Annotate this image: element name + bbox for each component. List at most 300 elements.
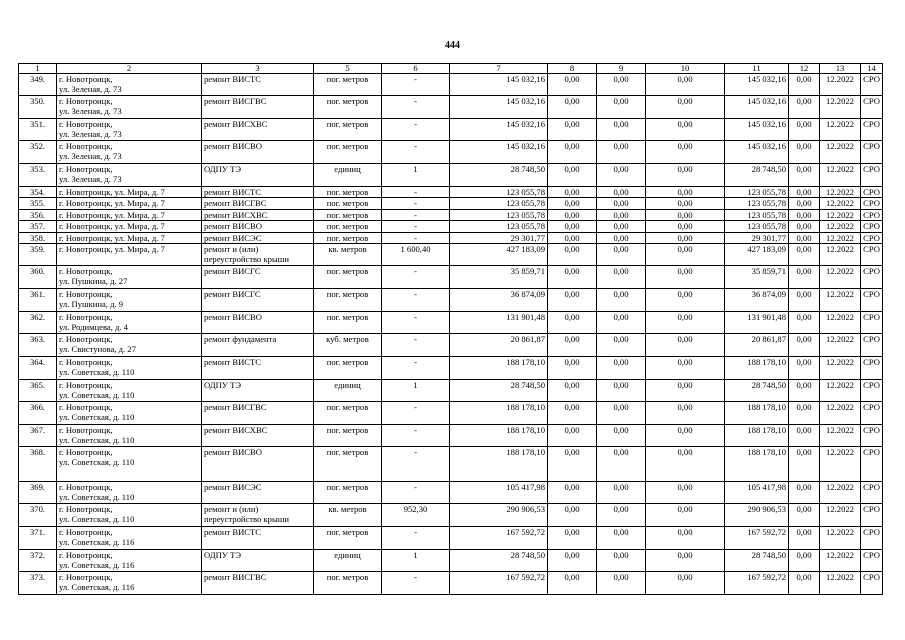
work-type-cell (202, 164, 314, 187)
cost-regional-cell: 0,00 (597, 164, 646, 187)
work-type-line: ремонт фундамента (204, 334, 277, 344)
cost-local-cell: 0,00 (646, 74, 725, 96)
work-type-line: ремонт ВИСГВС (204, 402, 267, 412)
work-type-cell (202, 210, 314, 221)
cost-other-cell: 0,00 (789, 504, 820, 527)
unit-cell: пог. метров (314, 312, 382, 334)
cost-federal-cell: 0,00 (548, 380, 597, 402)
unit-cell: пог. метров (314, 447, 382, 482)
row-number-cell: 364. (19, 357, 57, 380)
address-cell (57, 357, 202, 380)
cost-federal-cell: 0,00 (548, 357, 597, 380)
address-cell (57, 233, 202, 244)
address-line: ул. Зеленая, д. 73 (59, 151, 122, 161)
cost-owners-cell: 145 032,16 (725, 119, 789, 141)
cost-local-cell: 0,00 (646, 527, 725, 550)
completion-date-cell: 12.2022 (820, 119, 861, 141)
quantity-cell: - (382, 119, 450, 141)
address-cell (57, 244, 202, 266)
total-cost-cell: 123 055,78 (450, 210, 548, 221)
cost-regional-cell: 0,00 (597, 357, 646, 380)
address-line: ул. Советская, д. 116 (59, 537, 135, 547)
address-line: г. Новотроицк, ул. Мира, д. 7 (59, 221, 165, 231)
total-cost-cell: 145 032,16 (450, 119, 548, 141)
cost-local-cell: 0,00 (646, 402, 725, 425)
cost-regional-cell: 0,00 (597, 447, 646, 482)
unit-cell: пог. метров (314, 96, 382, 119)
column-header-6: 6 (382, 64, 450, 74)
total-cost-cell: 29 301,77 (450, 233, 548, 244)
unit-cell: кв. метров (314, 504, 382, 527)
address-cell (57, 550, 202, 572)
cost-regional-cell: 0,00 (597, 425, 646, 447)
column-header-7: 7 (450, 64, 548, 74)
method-cell: СРО (861, 550, 883, 572)
cost-regional-cell: 0,00 (597, 289, 646, 312)
work-type-cell (202, 550, 314, 572)
cost-regional-cell: 0,00 (597, 572, 646, 595)
row-number-cell: 353. (19, 164, 57, 187)
cost-federal-cell: 0,00 (548, 527, 597, 550)
total-cost-cell: 145 032,16 (450, 96, 548, 119)
completion-date-cell: 12.2022 (820, 380, 861, 402)
address-line: ул. Советская, д. 116 (59, 582, 135, 592)
address-line: г. Новотроицк, (59, 164, 113, 174)
cost-federal-cell: 0,00 (548, 572, 597, 595)
method-cell: СРО (861, 221, 883, 233)
row-number-cell: 372. (19, 550, 57, 572)
work-type-line: ремонт и (или) (204, 504, 259, 514)
unit-cell: единиц (314, 164, 382, 187)
total-cost-cell: 36 874,09 (450, 289, 548, 312)
work-type-line: ОДПУ ТЭ (204, 550, 242, 560)
completion-date-cell: 12.2022 (820, 198, 861, 210)
cost-owners-cell: 167 592,72 (725, 572, 789, 595)
completion-date-cell: 12.2022 (820, 572, 861, 595)
work-type-cell (202, 312, 314, 334)
cost-other-cell: 0,00 (789, 572, 820, 595)
cost-owners-cell: 167 592,72 (725, 527, 789, 550)
cost-local-cell: 0,00 (646, 380, 725, 402)
column-header-13: 13 (820, 64, 861, 74)
total-cost-cell: 188 178,10 (450, 425, 548, 447)
work-type-cell (202, 425, 314, 447)
address-line: г. Новотроицк, (59, 96, 113, 106)
cost-federal-cell: 0,00 (548, 402, 597, 425)
address-line: ул. Зеленая, д. 73 (59, 129, 122, 139)
work-type-line: ремонт ВИСХВС (204, 425, 268, 435)
cost-other-cell: 0,00 (789, 312, 820, 334)
row-number-cell: 355. (19, 198, 57, 210)
work-type-line: ремонт ВИСЭС (204, 482, 262, 492)
column-header-3: 3 (202, 64, 314, 74)
address-line: г. Новотроицк, (59, 380, 113, 390)
completion-date-cell: 12.2022 (820, 96, 861, 119)
total-cost-cell: 131 901,48 (450, 312, 548, 334)
cost-regional-cell: 0,00 (597, 527, 646, 550)
table-row (19, 504, 883, 527)
method-cell: СРО (861, 527, 883, 550)
quantity-cell: 1 600,40 (382, 244, 450, 266)
table-row (19, 527, 883, 550)
table-row (19, 198, 883, 210)
row-number-cell: 368. (19, 447, 57, 482)
work-type-line: ремонт ВИСТС (204, 187, 262, 197)
cost-local-cell: 0,00 (646, 198, 725, 210)
work-type-cell (202, 380, 314, 402)
column-header-8: 8 (548, 64, 597, 74)
table-row (19, 402, 883, 425)
address-line: г. Новотроицк, ул. Мира, д. 7 (59, 233, 165, 243)
work-type-line: ремонт ВИСВО (204, 141, 262, 151)
table-row (19, 425, 883, 447)
quantity-cell: 952,30 (382, 504, 450, 527)
cost-federal-cell: 0,00 (548, 504, 597, 527)
method-cell: СРО (861, 425, 883, 447)
cost-other-cell: 0,00 (789, 402, 820, 425)
work-type-cell (202, 447, 314, 482)
cost-local-cell: 0,00 (646, 572, 725, 595)
unit-cell: единиц (314, 550, 382, 572)
quantity-cell: - (382, 447, 450, 482)
method-cell: СРО (861, 312, 883, 334)
cost-owners-cell: 188 178,10 (725, 357, 789, 380)
address-line: ул. Зеленая, д. 73 (59, 84, 122, 94)
completion-date-cell: 12.2022 (820, 482, 861, 504)
cost-owners-cell: 28 748,50 (725, 380, 789, 402)
row-number-cell: 352. (19, 141, 57, 164)
address-cell (57, 119, 202, 141)
work-type-line: ОДПУ ТЭ (204, 164, 242, 174)
address-cell (57, 527, 202, 550)
address-line: г. Новотроицк, ул. Мира, д. 7 (59, 244, 165, 254)
method-cell: СРО (861, 402, 883, 425)
cost-federal-cell: 0,00 (548, 74, 597, 96)
work-type-cell (202, 198, 314, 210)
address-line: ул. Советская, д. 110 (59, 492, 135, 502)
unit-cell: пог. метров (314, 74, 382, 96)
quantity-cell: - (382, 233, 450, 244)
completion-date-cell: 12.2022 (820, 74, 861, 96)
unit-cell: пог. метров (314, 210, 382, 221)
address-cell (57, 141, 202, 164)
address-line: г. Новотроицк, (59, 289, 113, 299)
cost-federal-cell: 0,00 (548, 198, 597, 210)
table-row (19, 164, 883, 187)
total-cost-cell: 28 748,50 (450, 164, 548, 187)
cost-local-cell: 0,00 (646, 141, 725, 164)
table-row (19, 210, 883, 221)
work-type-cell (202, 74, 314, 96)
total-cost-cell: 35 859,71 (450, 266, 548, 289)
unit-cell: пог. метров (314, 266, 382, 289)
cost-regional-cell: 0,00 (597, 312, 646, 334)
address-cell (57, 425, 202, 447)
cost-other-cell: 0,00 (789, 266, 820, 289)
table-row (19, 119, 883, 141)
cost-other-cell: 0,00 (789, 119, 820, 141)
method-cell: СРО (861, 357, 883, 380)
cost-federal-cell: 0,00 (548, 119, 597, 141)
row-number-cell: 371. (19, 527, 57, 550)
address-line: ул. Свистунова, д. 27 (59, 344, 136, 354)
cost-federal-cell: 0,00 (548, 289, 597, 312)
address-cell (57, 210, 202, 221)
work-type-line: ОДПУ ТЭ (204, 380, 242, 390)
quantity-cell: - (382, 482, 450, 504)
method-cell: СРО (861, 164, 883, 187)
table-row (19, 312, 883, 334)
cost-regional-cell: 0,00 (597, 221, 646, 233)
cost-other-cell: 0,00 (789, 233, 820, 244)
completion-date-cell: 12.2022 (820, 312, 861, 334)
quantity-cell: 1 (382, 164, 450, 187)
method-cell: СРО (861, 380, 883, 402)
cost-local-cell: 0,00 (646, 233, 725, 244)
method-cell: СРО (861, 198, 883, 210)
method-cell: СРО (861, 96, 883, 119)
quantity-cell: - (382, 221, 450, 233)
work-type-line: переустройство крыши (204, 254, 289, 264)
cost-local-cell: 0,00 (646, 210, 725, 221)
cost-regional-cell: 0,00 (597, 266, 646, 289)
cost-regional-cell: 0,00 (597, 233, 646, 244)
address-cell (57, 482, 202, 504)
row-number-cell: 351. (19, 119, 57, 141)
completion-date-cell: 12.2022 (820, 187, 861, 198)
method-cell: СРО (861, 266, 883, 289)
work-type-line: ремонт ВИСГВС (204, 572, 267, 582)
method-cell: СРО (861, 572, 883, 595)
cost-owners-cell: 29 301,77 (725, 233, 789, 244)
cost-local-cell: 0,00 (646, 96, 725, 119)
completion-date-cell: 12.2022 (820, 141, 861, 164)
cost-owners-cell: 123 055,78 (725, 198, 789, 210)
cost-local-cell: 0,00 (646, 357, 725, 380)
unit-cell: пог. метров (314, 198, 382, 210)
work-type-line: ремонт ВИСВО (204, 221, 262, 231)
method-cell: СРО (861, 289, 883, 312)
work-type-cell (202, 402, 314, 425)
address-line: ул. Советская, д. 110 (59, 412, 135, 422)
address-line: г. Новотроицк, (59, 141, 113, 151)
cost-federal-cell: 0,00 (548, 221, 597, 233)
cost-local-cell: 0,00 (646, 312, 725, 334)
total-cost-cell: 167 592,72 (450, 572, 548, 595)
completion-date-cell: 12.2022 (820, 425, 861, 447)
column-header-2: 2 (57, 64, 202, 74)
work-type-cell (202, 221, 314, 233)
method-cell: СРО (861, 447, 883, 482)
method-cell: СРО (861, 187, 883, 198)
cost-owners-cell: 145 032,16 (725, 74, 789, 96)
table-row (19, 334, 883, 357)
cost-other-cell: 0,00 (789, 221, 820, 233)
row-number-cell: 359. (19, 244, 57, 266)
completion-date-cell: 12.2022 (820, 527, 861, 550)
address-cell (57, 504, 202, 527)
cost-other-cell: 0,00 (789, 141, 820, 164)
cost-local-cell: 0,00 (646, 482, 725, 504)
unit-cell: пог. метров (314, 572, 382, 595)
cost-owners-cell: 145 032,16 (725, 141, 789, 164)
unit-cell: пог. метров (314, 141, 382, 164)
quantity-cell: - (382, 572, 450, 595)
row-number-cell: 349. (19, 74, 57, 96)
total-cost-cell: 123 055,78 (450, 198, 548, 210)
cost-regional-cell: 0,00 (597, 482, 646, 504)
cost-owners-cell: 188 178,10 (725, 447, 789, 482)
row-number-cell: 373. (19, 572, 57, 595)
work-type-line: ремонт ВИСГВС (204, 96, 267, 106)
method-cell: СРО (861, 74, 883, 96)
cost-owners-cell: 290 906,53 (725, 504, 789, 527)
cost-federal-cell: 0,00 (548, 266, 597, 289)
cost-other-cell: 0,00 (789, 334, 820, 357)
total-cost-cell: 145 032,16 (450, 74, 548, 96)
quantity-cell: - (382, 96, 450, 119)
address-line: ул. Советская, д. 110 (59, 367, 135, 377)
table-row (19, 96, 883, 119)
address-line: ул. Советская, д. 110 (59, 435, 135, 445)
total-cost-cell: 145 032,16 (450, 141, 548, 164)
address-cell (57, 380, 202, 402)
completion-date-cell: 12.2022 (820, 447, 861, 482)
cost-local-cell: 0,00 (646, 164, 725, 187)
address-line: г. Новотроицк, (59, 550, 113, 560)
total-cost-cell: 188 178,10 (450, 357, 548, 380)
address-cell (57, 447, 202, 482)
address-line: г. Новотроицк, (59, 74, 113, 84)
work-type-line: ремонт ВИСВО (204, 312, 262, 322)
cost-other-cell: 0,00 (789, 527, 820, 550)
cost-owners-cell: 36 874,09 (725, 289, 789, 312)
address-line: ул. Советская, д. 110 (59, 390, 135, 400)
address-line: ул. Советская, д. 110 (59, 457, 135, 467)
page-number: 444 (445, 40, 460, 51)
table-row (19, 141, 883, 164)
unit-cell: пог. метров (314, 357, 382, 380)
cost-federal-cell: 0,00 (548, 141, 597, 164)
cost-local-cell: 0,00 (646, 425, 725, 447)
table-row (19, 74, 883, 96)
unit-cell: пог. метров (314, 119, 382, 141)
cost-other-cell: 0,00 (789, 357, 820, 380)
completion-date-cell: 12.2022 (820, 334, 861, 357)
completion-date-cell: 12.2022 (820, 357, 861, 380)
unit-cell: единиц (314, 380, 382, 402)
work-type-line: ремонт ВИСТС (204, 527, 262, 537)
table-row (19, 550, 883, 572)
row-number-cell: 365. (19, 380, 57, 402)
address-line: г. Новотроицк, (59, 402, 113, 412)
method-cell: СРО (861, 210, 883, 221)
column-header-5: 5 (314, 64, 382, 74)
cost-local-cell: 0,00 (646, 504, 725, 527)
cost-federal-cell: 0,00 (548, 312, 597, 334)
address-cell (57, 221, 202, 233)
work-type-line: переустройство крыши (204, 514, 289, 524)
cost-owners-cell: 123 055,78 (725, 221, 789, 233)
table-row (19, 266, 883, 289)
address-line: ул. Зеленая, д. 73 (59, 106, 122, 116)
quantity-cell: - (382, 334, 450, 357)
row-number-cell: 361. (19, 289, 57, 312)
cost-owners-cell: 427 183,09 (725, 244, 789, 266)
work-type-line: ремонт ВИСГС (204, 266, 261, 276)
column-header-14: 14 (861, 64, 883, 74)
unit-cell: пог. метров (314, 482, 382, 504)
cost-owners-cell: 20 861,87 (725, 334, 789, 357)
address-line: г. Новотроицк, (59, 425, 113, 435)
unit-cell: пог. метров (314, 233, 382, 244)
address-cell (57, 164, 202, 187)
cost-local-cell: 0,00 (646, 447, 725, 482)
quantity-cell: - (382, 187, 450, 198)
quantity-cell: 1 (382, 380, 450, 402)
cost-regional-cell: 0,00 (597, 244, 646, 266)
address-line: г. Новотроицк, ул. Мира, д. 7 (59, 210, 165, 220)
table-row (19, 380, 883, 402)
cost-regional-cell: 0,00 (597, 334, 646, 357)
address-cell (57, 74, 202, 96)
cost-federal-cell: 0,00 (548, 210, 597, 221)
address-line: ул. Советская, д. 116 (59, 560, 135, 570)
cost-regional-cell: 0,00 (597, 141, 646, 164)
cost-regional-cell: 0,00 (597, 119, 646, 141)
cost-owners-cell: 28 748,50 (725, 164, 789, 187)
cost-local-cell: 0,00 (646, 244, 725, 266)
work-type-line: ремонт ВИСЭС (204, 233, 262, 243)
cost-regional-cell: 0,00 (597, 96, 646, 119)
address-line: г. Новотроицк, (59, 357, 113, 367)
unit-cell: пог. метров (314, 425, 382, 447)
address-line: ул. Зеленая, д. 73 (59, 174, 122, 184)
work-type-cell (202, 482, 314, 504)
method-cell: СРО (861, 233, 883, 244)
cost-federal-cell: 0,00 (548, 96, 597, 119)
cost-local-cell: 0,00 (646, 550, 725, 572)
row-number-cell: 360. (19, 266, 57, 289)
cost-federal-cell: 0,00 (548, 164, 597, 187)
cost-local-cell: 0,00 (646, 187, 725, 198)
address-line: ул. Пушкина, д. 9 (59, 299, 124, 309)
address-cell (57, 312, 202, 334)
total-cost-cell: 123 055,78 (450, 187, 548, 198)
total-cost-cell: 105 417,98 (450, 482, 548, 504)
cost-local-cell: 0,00 (646, 289, 725, 312)
completion-date-cell: 12.2022 (820, 221, 861, 233)
unit-cell: пог. метров (314, 402, 382, 425)
row-number-cell: 354. (19, 187, 57, 198)
quantity-cell: - (382, 357, 450, 380)
quantity-cell: - (382, 425, 450, 447)
work-type-line: ремонт ВИСВО (204, 447, 262, 457)
cost-other-cell: 0,00 (789, 210, 820, 221)
row-number-cell: 357. (19, 221, 57, 233)
completion-date-cell: 12.2022 (820, 233, 861, 244)
completion-date-cell: 12.2022 (820, 164, 861, 187)
quantity-cell: 1 (382, 550, 450, 572)
work-type-cell (202, 96, 314, 119)
row-number-cell: 370. (19, 504, 57, 527)
row-number-cell: 350. (19, 96, 57, 119)
table-row (19, 572, 883, 595)
table-row (19, 233, 883, 244)
quantity-cell: - (382, 198, 450, 210)
unit-cell: куб. метров (314, 334, 382, 357)
total-cost-cell: 427 183,09 (450, 244, 548, 266)
